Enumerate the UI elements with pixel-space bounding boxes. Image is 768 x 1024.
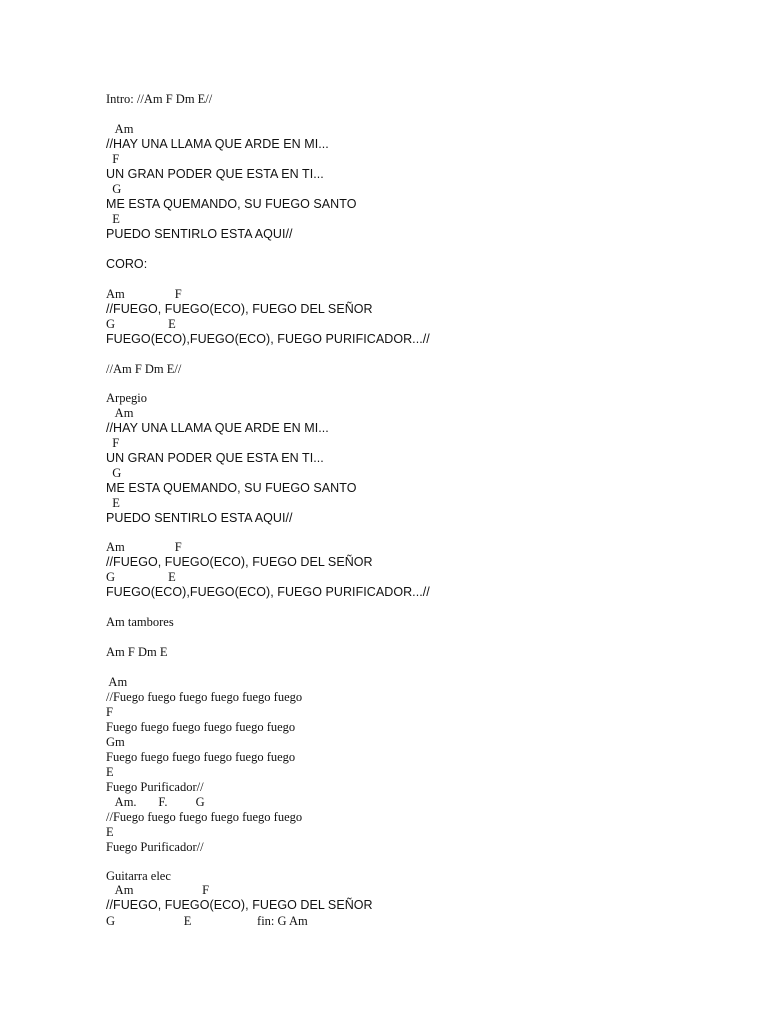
lyric-line: //HAY UNA LLAMA QUE ARDE EN MI... (106, 421, 329, 435)
chord-line: Am F (106, 540, 182, 554)
lyric-line: UN GRAN PODER QUE ESTA EN TI... (106, 451, 324, 465)
chord-line: E (106, 496, 120, 510)
chord-line: G E (106, 317, 176, 331)
chord-line: Am. F. G (106, 795, 205, 809)
chord-line: E (106, 212, 120, 226)
lyric-line: FUEGO(ECO),FUEGO(ECO), FUEGO PURIFICADOR...// (106, 332, 430, 346)
lyric-line: //FUEGO, FUEGO(ECO), FUEGO DEL SEÑOR (106, 302, 373, 316)
lyric-line: UN GRAN PODER QUE ESTA EN TI... (106, 167, 324, 181)
lyric-line: PUEDO SENTIRLO ESTA AQUI// (106, 511, 293, 525)
lyric-line: ME ESTA QUEMANDO, SU FUEGO SANTO (106, 481, 357, 495)
chord-line: F (106, 152, 120, 166)
intro-line: Intro: //Am F Dm E// (106, 92, 213, 106)
lyric-line: FUEGO(ECO),FUEGO(ECO), FUEGO PURIFICADOR...// (106, 585, 430, 599)
section-heading: Arpegio (106, 391, 147, 405)
lyric-line: //Fuego fuego fuego fuego fuego fuego (106, 690, 303, 704)
lyric-line: ME ESTA QUEMANDO, SU FUEGO SANTO (106, 197, 357, 211)
chord-line: Gm (106, 735, 125, 749)
chord-line: F (106, 705, 113, 719)
chord-line: E (106, 765, 114, 779)
section-heading: Am tambores (106, 615, 174, 629)
chord-line: Am (106, 122, 134, 136)
chord-line: Am (106, 675, 128, 689)
chord-line: Am (106, 406, 134, 420)
chord-line: Am F (106, 287, 182, 301)
lyric-line: Fuego fuego fuego fuego fuego fuego (106, 750, 296, 764)
lyric-line: //FUEGO, FUEGO(ECO), FUEGO DEL SEÑOR (106, 555, 373, 569)
section-heading: Guitarra elec (106, 869, 171, 883)
section-heading: CORO: (106, 257, 148, 271)
lyric-line: Fuego fuego fuego fuego fuego fuego (106, 720, 296, 734)
lyric-line: //Fuego fuego fuego fuego fuego fuego (106, 810, 303, 824)
lyric-line: PUEDO SENTIRLO ESTA AQUI// (106, 227, 293, 241)
lyric-line: //HAY UNA LLAMA QUE ARDE EN MI... (106, 137, 329, 151)
lyric-line: Fuego Purificador// (106, 840, 204, 854)
chord-line: F (106, 436, 120, 450)
chord-line: G E fin: G Am (106, 914, 308, 928)
chord-line: G (106, 182, 122, 196)
chord-line: E (106, 825, 114, 839)
chord-line: Am F (106, 883, 210, 897)
lyric-line: Fuego Purificador// (106, 780, 204, 794)
chord-line: G (106, 466, 122, 480)
chord-line: Am F Dm E (106, 645, 168, 659)
chord-line: G E (106, 570, 176, 584)
chord-line: //Am F Dm E// (106, 362, 182, 376)
lyric-line: //FUEGO, FUEGO(ECO), FUEGO DEL SEÑOR (106, 898, 373, 912)
